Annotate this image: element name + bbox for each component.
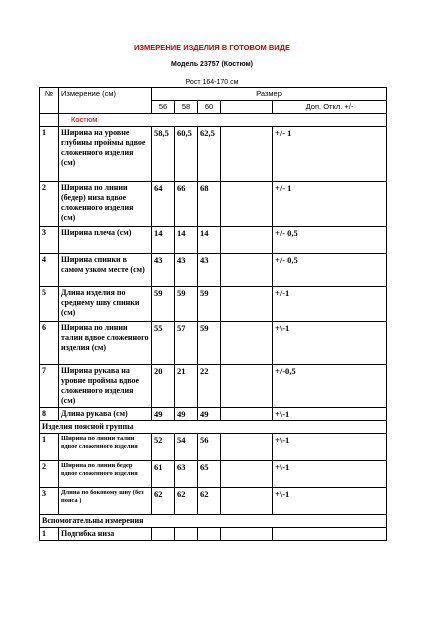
header-tolerance: Доп. Откл. +/- bbox=[273, 101, 387, 114]
model-subtitle: Модель 23757 (Костюм) bbox=[171, 61, 253, 68]
row-measure-name: Ширина рукава на уровне проймы вдвое сложенного изделия (см) bbox=[59, 365, 152, 408]
row-tolerance bbox=[273, 528, 387, 541]
row-number: 2 bbox=[40, 182, 59, 227]
row-empty bbox=[221, 254, 273, 287]
row-value-56: 43 bbox=[152, 254, 175, 287]
row-value-56: 55 bbox=[152, 322, 175, 365]
header-measure: Измерение (см) bbox=[59, 88, 152, 114]
row-value-58: 21 bbox=[175, 365, 198, 408]
row-tolerance: +/- 0,5 bbox=[273, 254, 387, 287]
row-empty bbox=[221, 461, 273, 488]
row-value-60: 22 bbox=[198, 365, 221, 408]
row-empty bbox=[221, 488, 273, 515]
row-measure-name: Ширина по линии бедер вдвое сложенного изделия bbox=[59, 461, 152, 488]
row-tolerance: +/- 0,5 bbox=[273, 227, 387, 254]
waist-section-row bbox=[40, 421, 387, 434]
table-row bbox=[40, 254, 387, 287]
row-number: 1 bbox=[40, 528, 59, 541]
table-row bbox=[40, 365, 387, 408]
row-empty bbox=[221, 408, 273, 421]
row-tolerance: +\-1 bbox=[273, 488, 387, 515]
row-tolerance: +\-1 bbox=[273, 322, 387, 365]
row-value-60 bbox=[198, 528, 221, 541]
row-tolerance: +\-1 bbox=[273, 434, 387, 461]
row-tolerance: +\-1 bbox=[273, 461, 387, 488]
row-measure-name: Ширина плеча (см) bbox=[59, 227, 152, 254]
row-number: 4 bbox=[40, 254, 59, 287]
row-value-60: 65 bbox=[198, 461, 221, 488]
row-tolerance: +/-1 bbox=[273, 287, 387, 322]
table-row bbox=[40, 434, 387, 461]
row-value-58: 63 bbox=[175, 461, 198, 488]
group-label: Костюм bbox=[59, 114, 387, 127]
row-measure-name: Ширина на уровне глубины проймы вдвое сложенного изделия (см) bbox=[59, 127, 152, 182]
row-value-58: 60,5 bbox=[175, 127, 198, 182]
row-value-58: 57 bbox=[175, 322, 198, 365]
row-value-60: 59 bbox=[198, 287, 221, 322]
row-number: 6 bbox=[40, 322, 59, 365]
row-value-60: 62,5 bbox=[198, 127, 221, 182]
row-empty bbox=[221, 365, 273, 408]
row-measure-name: Ширина по линии талии вдвое сложенного изделия bbox=[59, 434, 152, 461]
table-row bbox=[40, 408, 387, 421]
page-title: ИЗМЕРЕНИЕ ИЗДЕЛИЯ В ГОТОВОМ ВИДЕ bbox=[133, 43, 291, 52]
row-empty bbox=[221, 434, 273, 461]
row-empty bbox=[221, 287, 273, 322]
header-row bbox=[40, 88, 387, 101]
row-value-58 bbox=[175, 528, 198, 541]
row-value-56: 52 bbox=[152, 434, 175, 461]
row-value-56: 64 bbox=[152, 182, 175, 227]
row-empty bbox=[221, 227, 273, 254]
row-value-58: 59 bbox=[175, 287, 198, 322]
row-number: 7 bbox=[40, 365, 59, 408]
size-60: 60 bbox=[198, 101, 221, 114]
row-value-56: 14 bbox=[152, 227, 175, 254]
size-56: 56 bbox=[152, 101, 175, 114]
row-value-56: 62 bbox=[152, 488, 175, 515]
row-value-58: 54 bbox=[175, 434, 198, 461]
table-row bbox=[40, 182, 387, 227]
row-empty bbox=[221, 182, 273, 227]
row-tolerance: +\-1 bbox=[273, 408, 387, 421]
row-empty bbox=[221, 322, 273, 365]
row-number: 5 bbox=[40, 287, 59, 322]
row-number: 2 bbox=[40, 461, 59, 488]
row-number: 8 bbox=[40, 408, 59, 421]
row-tolerance: +/- 1 bbox=[273, 182, 387, 227]
row-number: 1 bbox=[40, 434, 59, 461]
row-number: 3 bbox=[40, 227, 59, 254]
size-58: 58 bbox=[175, 101, 198, 114]
table-row bbox=[40, 227, 387, 254]
row-value-60: 49 bbox=[198, 408, 221, 421]
height-range: Рост 164-170 см bbox=[185, 79, 239, 86]
header-no: № bbox=[40, 88, 59, 114]
aux-section-label: Вспомогательны измерения bbox=[40, 515, 387, 528]
row-value-56: 59 bbox=[152, 287, 175, 322]
row-value-60: 14 bbox=[198, 227, 221, 254]
row-number: 3 bbox=[40, 488, 59, 515]
row-value-56 bbox=[152, 528, 175, 541]
row-value-58: 66 bbox=[175, 182, 198, 227]
row-measure-name: Ширина по линии (бедер) низа вдвое сложенного изделия (см) bbox=[59, 182, 152, 227]
row-value-60: 43 bbox=[198, 254, 221, 287]
table-row bbox=[40, 461, 387, 488]
aux-section-row bbox=[40, 515, 387, 528]
table-row bbox=[40, 287, 387, 322]
row-value-58: 14 bbox=[175, 227, 198, 254]
row-empty bbox=[221, 528, 273, 541]
row-value-58: 62 bbox=[175, 488, 198, 515]
row-measure-name: Длина рукава (см) bbox=[59, 408, 152, 421]
row-measure-name: Длина по боковому шву (без пояса ) bbox=[59, 488, 152, 515]
row-tolerance: +/-0,5 bbox=[273, 365, 387, 408]
row-value-56: 49 bbox=[152, 408, 175, 421]
row-value-60: 56 bbox=[198, 434, 221, 461]
row-measure-name: Ширина по линии талии вдвое сложенного изделия (см) bbox=[59, 322, 152, 365]
group-row bbox=[40, 114, 387, 127]
row-measure-name: Ширина спинки в самом узком месте (см) bbox=[59, 254, 152, 287]
row-value-58: 49 bbox=[175, 408, 198, 421]
header-empty bbox=[221, 101, 273, 114]
row-measure-name: Подгибка низа bbox=[59, 528, 152, 541]
measurement-table bbox=[39, 87, 387, 541]
table-row bbox=[40, 322, 387, 365]
row-empty bbox=[221, 127, 273, 182]
table-row bbox=[40, 528, 387, 541]
row-value-60: 59 bbox=[198, 322, 221, 365]
row-number: 1 bbox=[40, 127, 59, 182]
header-size: Размер bbox=[152, 88, 387, 101]
row-tolerance: +/- 1 bbox=[273, 127, 387, 182]
row-value-58: 43 bbox=[175, 254, 198, 287]
waist-section-label: Изделия поясной группы bbox=[40, 421, 387, 434]
table-row bbox=[40, 127, 387, 182]
row-value-56: 58,5 bbox=[152, 127, 175, 182]
row-value-56: 61 bbox=[152, 461, 175, 488]
row-value-60: 62 bbox=[198, 488, 221, 515]
row-measure-name: Длина изделия по среднему шву спинки (см) bbox=[59, 287, 152, 322]
row-value-56: 20 bbox=[152, 365, 175, 408]
table-row bbox=[40, 488, 387, 515]
row-value-60: 68 bbox=[198, 182, 221, 227]
